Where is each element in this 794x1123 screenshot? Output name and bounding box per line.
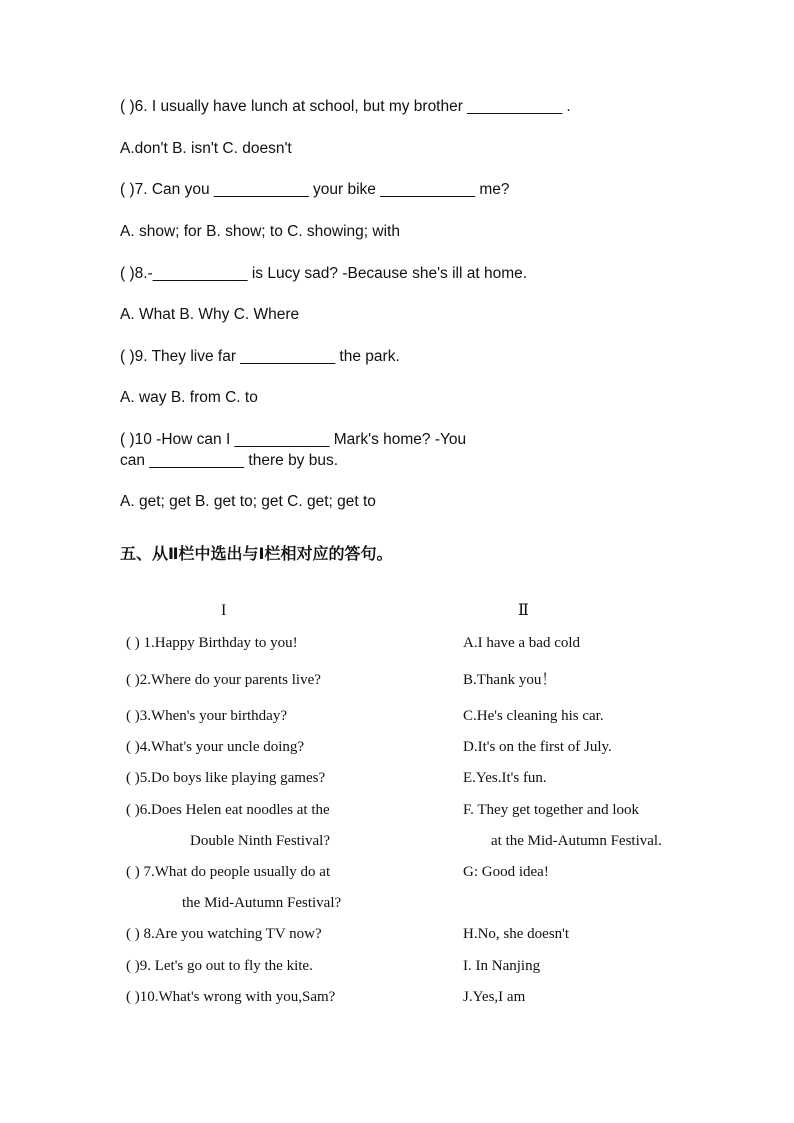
question-10-stem-continued: can ___________ there by bus.: [120, 452, 339, 469]
match-answer-a: A.I have a bad cold: [463, 635, 581, 651]
match-question-9: ( )9. Let's go out to fly the kite.: [126, 958, 313, 974]
match-answer-c: C.He's cleaning his car.: [463, 708, 604, 724]
column-2-header: Ⅱ: [518, 602, 529, 619]
match-question-7: ( ) 7.What do people usually do at: [126, 864, 331, 880]
match-question-5: ( )5.Do boys like playing games?: [126, 770, 326, 786]
section-5-heading: 五、从Ⅱ栏中选出与Ⅰ栏相对应的答句。: [120, 544, 393, 563]
match-answer-f: F. They get together and look: [463, 802, 639, 818]
column-1-header: I: [221, 602, 227, 619]
match-answer-i: I. In Nanjing: [463, 958, 541, 974]
match-answer-e: E.Yes.It's fun.: [463, 770, 547, 786]
question-6-stem: ( )6. I usually have lunch at school, but my brother ___________ .: [120, 98, 571, 115]
match-question-6: ( )6.Does Helen eat noodles at the: [126, 802, 330, 818]
match-question-1: ( ) 1.Happy Birthday to you!: [126, 635, 298, 651]
question-7-stem: ( )7. Can you ___________ your bike ___________ me?: [120, 181, 510, 198]
match-question-7-continued: the Mid-Autumn Festival?: [182, 895, 342, 911]
match-question-2: ( )2.Where do your parents live?: [126, 672, 321, 688]
match-question-4: ( )4.What's your uncle doing?: [126, 739, 305, 755]
match-answer-g: G: Good idea!: [463, 864, 549, 880]
match-question-10: ( )10.What's wrong with you,Sam?: [126, 989, 336, 1005]
match-answer-h: H.No, she doesn't: [463, 926, 570, 942]
question-8-options: A. What B. Why C. Where: [120, 306, 300, 323]
question-9-options: A. way B. from C. to: [120, 389, 258, 406]
question-6-options: A.don't B. isn't C. doesn't: [120, 140, 292, 157]
question-10-stem: ( )10 -How can I ___________ Mark's home? -You: [120, 431, 467, 448]
match-answer-f-continued: at the Mid-Autumn Festival.: [491, 833, 662, 849]
question-8-stem: ( )8.-___________ is Lucy sad? -Because she's ill at home.: [120, 265, 528, 282]
match-answer-j: J.Yes,I am: [463, 989, 526, 1005]
match-question-6-continued: Double Ninth Festival?: [190, 833, 330, 849]
match-answer-d: D.It's on the first of July.: [463, 739, 612, 755]
match-answer-b: B.Thank you！: [463, 672, 557, 688]
question-9-stem: ( )9. They live far ___________ the park.: [120, 348, 400, 365]
question-10-options: A. get; get B. get to; get C. get; get to: [120, 493, 376, 510]
match-question-3: ( )3.When's your birthday?: [126, 708, 287, 724]
question-7-options: A. show; for B. show; to C. showing; with: [120, 223, 400, 240]
match-question-8: ( ) 8.Are you watching TV now?: [126, 926, 322, 942]
